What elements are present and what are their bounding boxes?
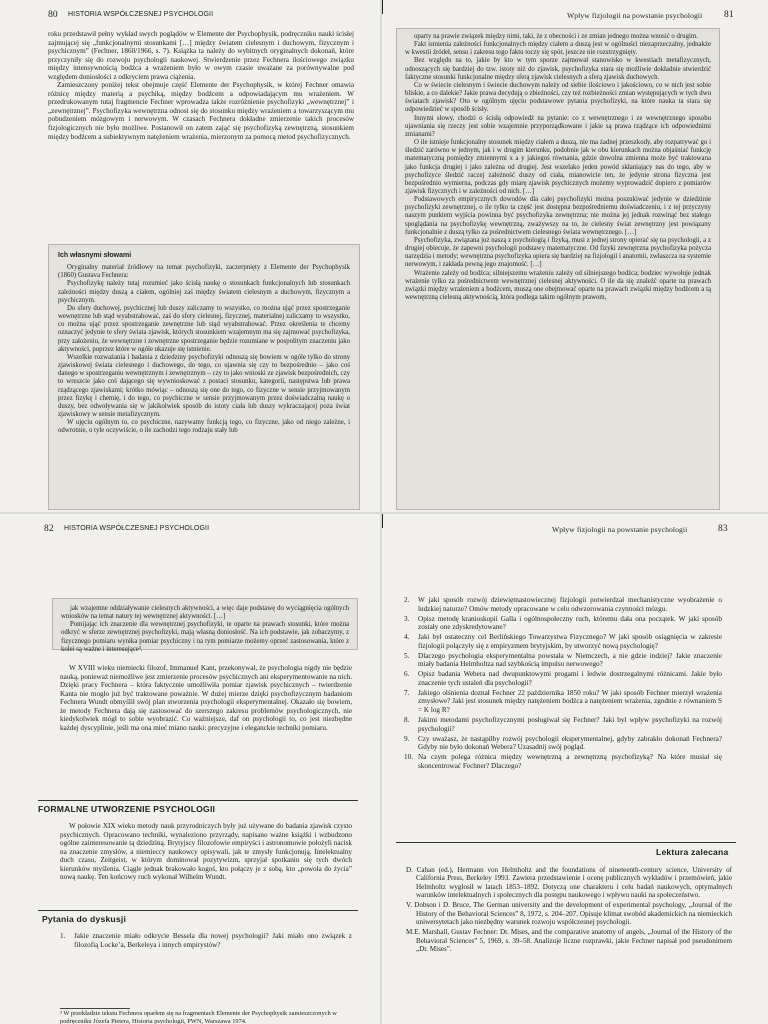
list-item [404, 670, 722, 687]
page-81 [382, 0, 768, 512]
section-rule [396, 842, 736, 843]
question-text: Na czym polega różnica między wewnętrzną a zewnętrzną psychofizyką? Na które musiał się skoncentrować Fechner? Dlaczego? [418, 753, 722, 770]
body-text [60, 664, 352, 732]
question-number: 5. [404, 651, 410, 660]
questions-list [60, 932, 352, 951]
reading-heading: Lektura zalecana [656, 847, 729, 857]
question-text: Jaki był ostateczny cel Berlińskiego Towarzystwa Fizycznego? W jaki sposób osiągnięcia w zakresie fizjologii połączyły się z empiryzmem brytyjskim, by utworzyć nową psychologię? [418, 633, 722, 650]
list-item [404, 652, 722, 669]
section-rule [38, 800, 358, 801]
list-item [404, 716, 722, 733]
box-paragraph: Pomijając ich znaczenie dla wewnętrznej psychofizyki, te oparte na prawach stosunki, które można odkryć w sferze zewnętrznej psychofizyki, mają własną doniosłość. Na ich podstawie, jak zobaczymy, z fizycznego pomiaru wynika pomiar psychiczny i na tym pomiarze możemy oprzeć zastosowania, które z kolei są ważne i interesujące³. [61, 621, 349, 653]
question-number: 4. [404, 633, 410, 642]
box-paragraph: W ujęciu ogólnym to, co psychiczne, nazywamy funkcją tego, co fizyczne, jako od niego zależne, i odwrotnie, o tyle oczywiście, o ile zachodzi tego rodzaju stały lub [58, 419, 350, 435]
box-paragraph: Psychofizykę należy tutaj rozumieć jako ścisłą naukę o stosunkach funkcjonalnych lub stosunkach zależności między duszą a ciałem, ogólniej zaś między światem cielesnym a duchowym, fizycznym a psychicznym. [58, 280, 350, 304]
paragraph: Zamieszczony poniżej tekst obejmuje część Elemente der Psychophysik, w której Fechner omawia różnicę między materią a psychiką, między bodźcem a odpowiadającym mu wrażeniem. W przedrukowanym tutaj fragmencie Fechner wprowadza także rozróżnienie psychofizyki „wewnętrznej” i „zewnętrznej”. Psychofizyka wewnętrzna odnosi się do stosunku między wrażeniem a towarzyszącym mu pobudzeniem mózgowym i nerwowym. W czasach Fechnera dokładne zmierzenie takich procesów fizjologicznych nie było możliwe. Postanowił on zatem zająć się psychofizyką zewnętrzną, stosunkiem między bodźcem a subiektywnym natężeniem wrażenia, mierzonym za pomocą metod psychofizycznych. [48, 81, 354, 141]
list-item [404, 633, 722, 650]
question-text: Jakie znaczenie miało odkrycie Bessela dla nowej psychologii? Jaki miało ono związek z filozofią Locke’a, Berkeleya i innych empirystów? [74, 932, 352, 949]
list-item [404, 596, 722, 613]
question-text: Dlaczego psychologia eksperymentalna powstała w Niemczech, a nie gdzie indziej? Jakie znaczenie miały badania Helmholtza nad szybkością impulsu nerwowego? [418, 651, 722, 669]
paragraph: roku przedstawił pełny wykład swych poglądów w Elemente der Psychophysik, podręczniku nauki ścisłej zajmującej się „funkcjonalnymi stosunkami […] między światem cielesnym i duchowym, fizycznym i psychicznym” (Fechner, 1860/1966, s. 7). Książka ta należy do wybitnych oryginalnych dokonań, które przyczyniły się do rozwoju psychologii naukowej. Stwierdzenie przez Fechnera ilościowego związku między intensywnością bodźca a wrażeniem było w owym czasie uważane za porównywalne pod względem doniosłości z odkryciem prawa ciążenia. [48, 30, 354, 81]
paragraph: W XVIII wieku niemiecki filozof, Immanuel Kant, przekonywał, że psychologia nigdy nie będzie nauką, ponieważ niemożliwe jest zmierzenie procesów psychicznych ani eksperymentowanie na nich. Dzięki pracy Fechnera – która faktycznie umożliwiła pomiar zjawisk psychicznych – twierdzenie Kanta nie mogło już być traktowane poważnie. W dużej mierze dzięki psychofizycznym badaniom Fechnera Wundt obmyślił swój plan stworzenia psychologii eksperymentalnej. Okazało się bowiem, że metody Fechnera dają się zastosować do szerszego zakresu problemów psychologicznych, nie kiedykolwiek mógł to sobie wyobrazić. Co ważniejsze, daf on psychologii to, co jest niezbędne każdej dyscyplinie, jeśli ma ona mieć miano nauki: precyzyjne i eleganckie techniki pomiaru. [60, 664, 352, 732]
running-head: HISTORIA WSPÓŁCZESNEJ PSYCHOLOGII [68, 11, 214, 18]
reading-entry: D. Cahan (ed.), Hermann von Helmholtz and the foundations of nineteenth-century science, University of California Press, Berkeley 1993. Zawiera przedstawienie i ocenę publicznych wykładów i przemówień, jakie Helmholtz wygłosił w latach 1853–1892. Dotyczą one charakteru i celu badań naukowych, optymalnych warunków intelektualnych i społecznych dla postępu naukowego i wpływu nauki na społeczeństwo. [406, 866, 732, 900]
question-text: W jaki sposób rozwój dziewiętnastowiecznej fizjologii potwierdzał mechanistyczne wyobrażenie o ludzkiej naturze? Omów metody opracowane w celu odwzorowania czynności mózgu. [418, 596, 722, 613]
section-text [60, 822, 352, 882]
box-paragraph: Fakt istnienia zależności funkcjonalnych między ciałem a duszą jest w ogólności niezaprzeczalny, jednakże w kwestii źródeł, sensu i zakresu tego faktu toczy się spór, jeszcze nie rozstrzygnięty. [405, 41, 711, 57]
page-header [0, 524, 380, 538]
page-header [382, 10, 768, 24]
box-paragraph: jak wzajemne oddziaływanie cielesnych aktywności, a więc daje podstawę do wyciągnięcia ogólnych wniosków na temat natury tej wewnętrznej aktywności. […] [61, 605, 349, 621]
box-paragraph: Co w świecie cielesnym i świecie duchowym należy od siebie ilościowo i jakościowo, co w nich jest sobie bliskie, a co dalekie? Jakie prawa decydują o zbieżności, czy też rozbieżności zmian występujących w tych dwu światach zjawisk? Oto w ogólnym ujęciu podstawowe pytania psychofizyki, na które nauka ta stara się odpowiedzieć w sposób ścisły. [405, 81, 711, 114]
running-head: HISTORIA WSPÓŁCZESNEJ PSYCHOLOGII [64, 525, 210, 532]
quote-box [48, 244, 360, 510]
page-83 [382, 514, 768, 1024]
box-paragraph: oparty na prawie związek między nimi, taki, że z obecności i ze zmian jednego można wnosić o drugim. [414, 33, 698, 40]
footnote-rule [60, 1008, 130, 1009]
page-number: 82 [44, 524, 54, 534]
page-header [382, 524, 768, 538]
paragraph: W połowie XIX wieku metody nauk przyrodniczych były już używane do badania zjawisk czysto psychicznych. Opracowano techniki, wynaleziono przyrządy, napisano ważne książki i wzbudzono ogólne zainteresowanie tą dziedziną. Brytyjscy filozofowie empiryści i astronomowie położyli nacisk na znaczenie zmysłów, a niemieccy naukowcy opisywali, jak te zmysły funkcjonują. Intelektualny duch czasu, Zeitgeist, w którym dominował pozytywizm, sprzyjał spotkaniu się tych dwóch kierunków myślenia. Ciągle jednak brakowało kogoś, kto połączy je z sobą, kto „powoła do życia” nową naukę. Ten końcowy ruch wykonał Wilhelm Wundt. [60, 822, 352, 882]
question-number: 8. [404, 716, 410, 725]
page-header [0, 10, 380, 24]
box-paragraph: Bez względu na to, jakie by kto w tym sporze zajmował stanowisko w kwestiach metafizycznych, odnoszących się bardziej do tzw. istoty niż do zjawisk, psychofizyka stara się możliwie dokładnie stwierdzić faktyczne stosunki funkcjonalne między sferą zjawisk cielesnych a sferą zjawisk duchowych. [405, 57, 711, 81]
footnote-text: ³ W przekładzie tekstu Fechnera oparłem się na fragmentach Elemente der Psychophysik zamieszczonych w podręczniku Józefa Pietera, Historia psychologii, PWN, Warszawa 1974. [60, 1010, 337, 1024]
question-number: 6. [404, 670, 410, 679]
box-title: Ich własnymi słowami [58, 252, 132, 259]
page-number: 83 [718, 524, 728, 534]
quote-box-continued [396, 28, 720, 510]
questions-list [404, 596, 722, 772]
question-number: 10. [404, 753, 413, 762]
box-paragraph: Psychofizyka, związana już naszą z psychologią i fizyką, musi z jednej strony opierać się na psychologii, a z drugiej obiecuje, że zapewni psychologii podstawy matematyczne. Od fizyki zewnętrzna psychofizyka pożycza narzędzia i metody; wewnętrzna psychofizyka opiera się bardziej na fizjologii i anatomii, zwłaszcza na systemie nerwowym, i zakłada pewną jego znajomość. […] [405, 236, 711, 269]
box-paragraph: Oryginalny materiał źródłowy na temat psychofizyki, zaczerpnięty z Elemente der Psychophysik (1860) Gustava Fechnera: [58, 264, 350, 280]
page-number: 80 [48, 10, 58, 20]
footnote [60, 1010, 356, 1024]
box-paragraph: O ile istnieje funkcjonalny stosunek między ciałem a duszą, nie ma żadnej przeszkody, aby rozpatrywać go i śledzić zarówno w jednym, jak i w drugim kierunku, podobnie jak w obu kierunkach można objaśniać funkcję matematyczną pomiędzy zmiennymi x a y jakiegoś równania, gdzie dowolna zmienna może być traktowana jako funkcja drugiej i jako zależna od drugiej. Jest wszelako jeden powód skłaniający nas do tego, aby w psychofizyce śledzić raczej zależność duszy od ciała, mianowicie ten, że jedynie strona fizyczna jest bezpośrednio wymierna, podczas gdy miarę zjawisk psychicznych możemy wyprowadzić dopiero z pomiarów zjawisk fizycznych i w zależności od nich. […] [405, 139, 711, 195]
box-paragraph: Innymi słowy, chodzi o ścisłą odpowiedź na pytanie: co z wewnętrznego i ze wewnętrznego sposobu ujawniania się rzeczy jest sobie wzajemnie przyporządkowane i jakie są prawa rządzące ich odpowiednimi zmianami? [405, 114, 711, 138]
box-paragraph: Wrażenie zależy od bodźca; silniejszemu wrażeniu zależy od silniejszego bodźca; bodziec wywołuje jednak wrażenie tylko za pośrednictwem wewnętrznej cielesnej aktywności. O ile da się znaleźć oparte na prawach związki między wrażeniem a bodźcem, muszą one obejmować oparte na prawach związki między bodźcem a tą wewnętrzną cielesną aktywnością, która podlega takim ogólnym prawom, [405, 269, 711, 301]
quote-box-end [52, 598, 358, 653]
list-item [404, 689, 722, 715]
question-text: Jakiego olśnienia doznał Fechner 22 października 1850 roku? W jaki sposób Fechner mierzył wrażenia zmysłowe? Jaki jest stosunek między natężeniem bodźca a natężeniem wrażenia, zgodnie z równaniem S = K log R? [418, 688, 722, 715]
question-number: 1. [60, 932, 66, 940]
reading-list [406, 866, 732, 955]
questions-heading: Pytania do dyskusji [42, 914, 127, 924]
body-text [48, 30, 354, 141]
list-item [404, 753, 722, 770]
question-number: 9. [404, 734, 410, 743]
question-text: Jakimi metodami psychofizycznymi posługiwał się Fechner? Jaki był wpływ psychofizyki na rozwój psychologii? [418, 716, 722, 733]
question-number: 7. [404, 688, 410, 697]
question-number: 2. [404, 596, 410, 604]
question-text: Czy uważasz, że nastąpiłby rozwój psychologii eksperymentalnej, gdyby zabrakło dokonań Fechnera? Gdyby nie było dokonań Webera? Uzasadnij swój pogląd. [418, 734, 722, 752]
reading-entry: V. Dobson i D. Bruce, The German university and the development of experimental psychology, „Journal of the History of the Behavioral Sciences” 8, 1972, s. 204–207. Opisuje klimat swobód akademickich na niemieckich uniwersytetach jako niezbędny warunek rozwoju współczesnej psychologii. [406, 901, 732, 927]
section-heading: FORMALNE UTWORZENIE PSYCHOLOGII [38, 804, 216, 814]
question-text: Opisz metodę kranioskopii Galla i ogólnospołeczny ruch, któremu dała ona początek. W jaki sposób zostały one zdyskredytowane? [418, 614, 722, 632]
page-80 [0, 0, 380, 512]
question-number: 3. [404, 614, 410, 623]
page-82 [0, 514, 380, 1024]
reading-entry: M.E. Marshall, Gustav Fechner: Dr. Mises, and the comparative anatomy of angels, „Journal of the History of the Behavioral Sciences” 5, 1969, s. 39–58. Analizuje liczne rozprawki, jakie Fechner napisał pod pseudonimem „Dr. Mises”. [406, 928, 732, 954]
list-item [404, 735, 722, 752]
section-rule [38, 910, 358, 911]
box-paragraph: Podstawowych empirycznych dowodów dla całej psychofizyki można poszukiwać jedynie w dziedzinie psychofizyki zewnętrznej, o ile tylko ta część jest dostępna bezpośredniemu doświadczeniu, i z tej przyczyny naszym punktem wyjścia powinna być psychofizyka zewnętrzna; nie można jej jednak rozwinąć bez stałego spoglądania na psychofizykę wewnętrzną, zważywszy na to, że cielesny świat zewnętrzny jest powiązany funkcjonalnie z duszą tylko za pośrednictwem cielesnego świata wewnętrznego. […] [405, 196, 711, 236]
list-item [60, 932, 352, 949]
question-text: Opisz badania Webera nad dwupunktowymi progami i ledwie dostrzegalnymi różnicami. Jakie było znaczenie tych ustaleń dla psychologii? [418, 670, 722, 687]
box-paragraph: Wszelkie rozważania i badania z dziedziny psychofizyki odnoszą się bowiem w ogóle tylko do strony zjawiskowej świata cielesnego i duchowego, do tego, co ujawnia się czy to bezpośrednio – jako coś danego w spostrzeganiu wewnętrznym i zewnętrznym – czy to jako wnioski ze zjawisk bezpośrednich, czy to wreszcie jako coś dającego się wywnioskować z postaci stosunku, kategorii, następstwa lub prawa rządzącego zjawiskami; krótko mówiąc – odnoszą się one do tego, co fizyczne w sensie przyjmowanym przez fizykę i chemię, i do tego, co psychiczne w sensie przyjmowanym przez doświadczalną naukę o duszy, bez odwoływania się w jakikolwiek sposób do istoty ciała lub duszy wykraczającej poza świat zjawiskowy w sensie metafizycznym. [58, 353, 350, 418]
box-paragraph: Do sfery duchowej, psychicznej lub duszy zaliczamy to wszystko, co można ująć przez spostrzeganie wewnętrzne lub stąd wyabstrahować, zaś do sfery cielesnej, fizycznej, materialnej zaliczamy to wszystko, co można ująć przez spostrzeganie zewnętrzne lub stąd wyabstrahować. Przez określenia te chcemy oznaczyć jedynie te sfery świata zjawisk, których stosunkiem wzajemnym ma się zajmować psychofizyka, przy założeniu, że wewnętrzne i zewnętrzne spostrzeganie będzie rozumiane w pospolitym znaczeniu jako aktywności, poprzez które w ogóle ukazuje się istnienie. [58, 304, 350, 353]
running-head: Wpływ fizjologii na powstanie psychologii [567, 11, 703, 20]
list-item [404, 615, 722, 632]
running-head: Wpływ fizjologii na powstanie psychologii [552, 525, 688, 534]
page-number: 81 [724, 10, 734, 20]
